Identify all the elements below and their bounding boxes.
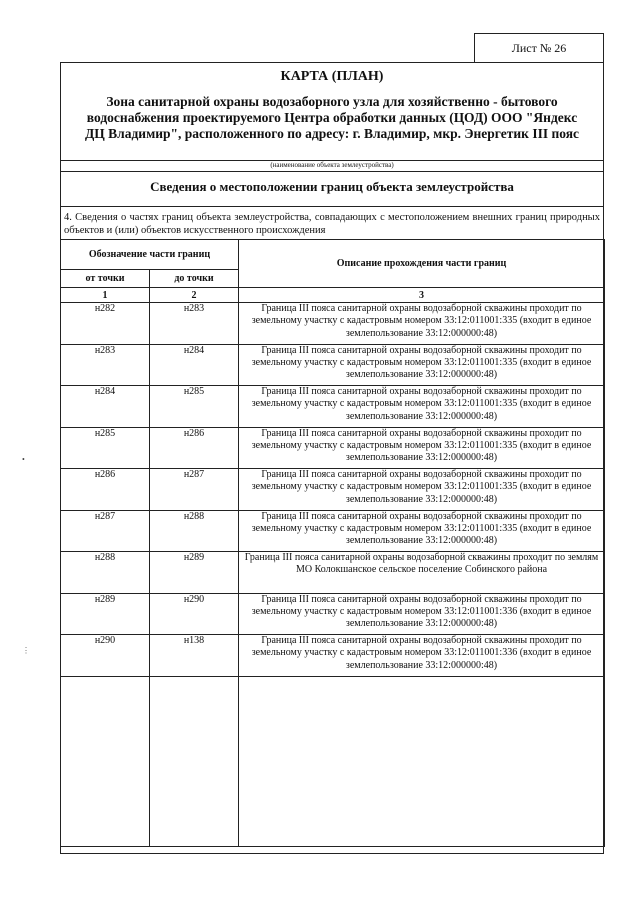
boundary-table	[60, 239, 605, 847]
to-point-cell: н286	[150, 427, 239, 469]
desc-header: Описание прохождения части границ	[239, 240, 605, 288]
table-row	[61, 593, 605, 635]
divider	[60, 206, 604, 207]
to-point-cell: н285	[150, 386, 239, 428]
from-point-cell: н284	[61, 386, 150, 428]
table-row	[61, 635, 605, 677]
description-cell: Граница III пояса санитарной охраны водозаборной скважины проходит по землям МО Колокшанское сельское поселение Собинского района	[239, 552, 605, 594]
group-header: Обозначение части границ	[61, 240, 239, 270]
object-name-caption: (наименование объекта землеустройства)	[270, 161, 394, 169]
page-title: КАРТА (ПЛАН)	[280, 69, 384, 84]
to-point-cell: н290	[150, 593, 239, 635]
col-number: 2	[150, 288, 239, 303]
from-point-cell: н282	[61, 303, 150, 345]
empty-cell	[150, 676, 239, 846]
to-point-cell: н289	[150, 552, 239, 594]
from-point-cell: н285	[61, 427, 150, 469]
description-cell: Граница III пояса санитарной охраны водозаборной скважины проходит по земельному участку с кадастровым номером 33:12:011001:335 (входит в единое землепользование 33:12:000000:48)	[239, 344, 605, 386]
table-row	[61, 344, 605, 386]
table-row	[61, 427, 605, 469]
table-row	[61, 552, 605, 594]
table-row	[61, 303, 605, 345]
description-cell: Граница III пояса санитарной охраны водозаборной скважины проходит по земельному участку с кадастровым номером 33:12:011001:336 (входит в единое землепользование 33:12:000000:48)	[239, 635, 605, 677]
scan-artifact: ⋮	[22, 646, 30, 655]
to-point-cell: н283	[150, 303, 239, 345]
sheet-number: Лист № 26	[474, 33, 604, 62]
table-row	[61, 469, 605, 511]
from-point-cell: н283	[61, 344, 150, 386]
object-name: Зона санитарной охраны водозаборного узла для хозяйственно - бытового водоснабжения проектируемого Центра обработки данных (ЦОД) ООО "Яндекс ДЦ Владимир", расположенного по адресу: г. Владимир, мкр. Энергетик III пояс	[84, 94, 580, 141]
empty-cell	[61, 676, 150, 846]
description-cell: Граница III пояса санитарной охраны водозаборной скважины проходит по земельному участку с кадастровым номером 33:12:011001:336 (входит в единое землепользование 33:12:000000:48)	[239, 593, 605, 635]
description-cell: Граница III пояса санитарной охраны водозаборной скважины проходит по земельному участку с кадастровым номером 33:12:011001:335 (входит в единое землепользование 33:12:000000:48)	[239, 427, 605, 469]
description-cell: Граница III пояса санитарной охраны водозаборной скважины проходит по земельному участку с кадастровым номером 33:12:011001:335 (входит в единое землепользование 33:12:000000:48)	[239, 303, 605, 345]
table-row	[61, 510, 605, 552]
title-block	[60, 66, 604, 142]
section-title: Сведения о местоположении границ объекта землеустройства	[150, 179, 514, 194]
divider	[60, 171, 604, 172]
description-cell: Граница III пояса санитарной охраны водозаборной скважины проходит по земельному участку с кадастровым номером 33:12:011001:335 (входит в единое землепользование 33:12:000000:48)	[239, 386, 605, 428]
scan-artifact: •	[22, 455, 25, 464]
from-header: от точки	[61, 270, 150, 288]
from-point-cell: н290	[61, 635, 150, 677]
empty-cell	[239, 676, 605, 846]
col-number: 1	[61, 288, 150, 303]
to-point-cell: н288	[150, 510, 239, 552]
from-point-cell: н288	[61, 552, 150, 594]
from-point-cell: н289	[61, 593, 150, 635]
to-point-cell: н287	[150, 469, 239, 511]
to-point-cell: н138	[150, 635, 239, 677]
to-header: до точки	[150, 270, 239, 288]
from-point-cell: н287	[61, 510, 150, 552]
to-point-cell: н284	[150, 344, 239, 386]
description-cell: Граница III пояса санитарной охраны водозаборной скважины проходит по земельному участку с кадастровым номером 33:12:011001:335 (входит в единое землепользование 33:12:000000:48)	[239, 469, 605, 511]
from-point-cell: н286	[61, 469, 150, 511]
col-number: 3	[239, 288, 605, 303]
description-cell: Граница III пояса санитарной охраны водозаборной скважины проходит по земельному участку с кадастровым номером 33:12:011001:335 (входит в единое землепользование 33:12:000000:48)	[239, 510, 605, 552]
table-row	[61, 386, 605, 428]
section-intro: 4. Сведения о частях границ объекта землеустройства, совпадающих с местоположением внешних границ природных объектов и (или) объектов искусственного происхождения	[64, 212, 600, 236]
